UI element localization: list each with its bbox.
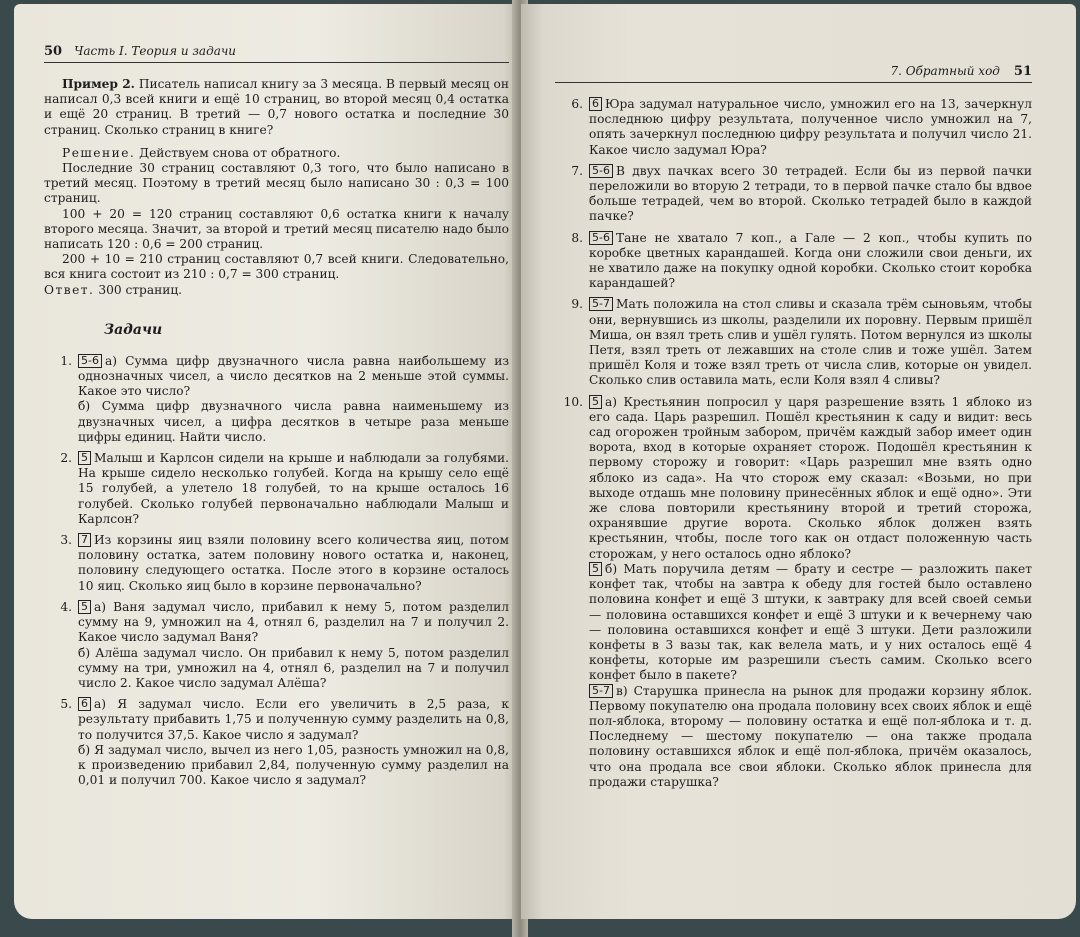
task-text: Малыш и Карлсон сидели на крыше и наблюдали за голубями. На крыше сидело несколько голубей. Когда на крышу село ещё 15 голубей, а улетело 18 голубей, то на крыше осталось 16 голубей. Сколько голубей первоначально наблюдали Малыш и Карлсон? xyxy=(78,451,509,526)
task-item xyxy=(44,697,509,788)
difficulty-badge: 5 xyxy=(589,395,602,409)
task-text: Юра задумал натуральное число, умножил его на 13, зачеркнул последнюю цифру результата, полученное число умножил на 7, опять зачеркнул последнюю цифру результата и получил число 21. Какое число задумал Юра? xyxy=(589,97,1032,157)
task-item xyxy=(555,395,1032,790)
task-item xyxy=(44,451,509,527)
task-item xyxy=(555,297,1032,388)
task-text: а) Крестьянин попросил у царя разрешение взять 1 яблоко из его сада. Царь разрешил. Пошёл крестьянин к саду и видит: весь сад огорожен тройным забором, причём каждый забор имеет один ворота, вход в которые охраняет сторож. Подошёл крестьянин к первому сторожу и говорит: «Царь разрешил мне взять одно яблоко из сада». На что сторож ему сказал: «Возьми, но при выходе отдашь мне половину принесённых яблок и ещё одно». Эти же слова повторили крестьянину второй и третий сторожа, охранявшие другие ворота. Сколько яблок должен взять крестьянин, чтобы, после того как он отдаст положенную часть сторожам, у него осталось одно яблоко? xyxy=(589,394,1032,561)
task-number: 7. xyxy=(571,163,583,178)
difficulty-badge: 6 xyxy=(78,697,91,711)
task-subpart: б) Я задумал число, вычел из него 1,05, разность умножил на 0,8, к произведению прибавил 2,84, полученную сумму разделил на 0,01 и получил 700. Какое число я задумал? xyxy=(78,742,509,788)
difficulty-badge: 5-7 xyxy=(589,684,613,698)
difficulty-badge: 5-6 xyxy=(589,231,613,245)
task-text: а) Я задумал число. Если его увеличить в 2,5 раза, к результату прибавить 1,75 и полученную сумму разделить на 0,8, то получится 37,5. Какое число я задумал? xyxy=(78,697,509,742)
solution-paragraph-3: 200 + 10 = 210 страниц составляют 0,7 всей книги. Следовательно, вся книга состоит из 210 : 0,7 = 300 страниц. xyxy=(44,252,509,282)
task-text: Мать положила на стол сливы и сказала трём сыновьям, чтобы они, вернувшись из школы, разделили их поровну. Первым пришёл Миша, он взял треть слив и ушёл гулять. Потом вернулся из школы Петя, взял треть от лежавших на столе слив и тоже ушёл. Затем пришёл Коля и тоже взял треть от числа слив, которые он увидел. Сколько слив оставила мать, если Коля взял 4 сливы? xyxy=(589,297,1032,388)
task-subpart: в) Старушка принесла на рынок для продажи корзину яблок. Первому покупателю она продала половину всех своих яблок и ещё пол-яблока, второму — половину остатка и ещё пол-яблока и т. д. Последнему — шестому покупателю — она также продала половину оставшихся яблок и ещё пол-яблока, причём оказалось, что она продала все свои яблоки. Сколько яблок принесла для продажи старушка? xyxy=(589,683,1032,789)
difficulty-badge: 5 xyxy=(589,562,602,576)
difficulty-badge: 5-7 xyxy=(589,297,613,311)
task-item xyxy=(44,354,509,445)
task-subpart: б) Алёша задумал число. Он прибавил к нему 5, потом разделил сумму на три, умножил на 4, отнял 6, разделил на 7 и получил число 2. Какое число задумал Алёша? xyxy=(78,645,509,690)
answer-label: Ответ. xyxy=(44,282,95,297)
example-label: Пример 2. xyxy=(62,77,135,91)
task-number: 9. xyxy=(571,297,583,312)
section-title: Задачи xyxy=(104,321,163,338)
left-page xyxy=(14,4,519,919)
difficulty-badge: 7 xyxy=(78,533,91,547)
answer-line xyxy=(44,283,509,298)
task-item xyxy=(44,533,509,594)
left-header-title: Часть I. Теория и задачи xyxy=(74,44,237,58)
task-number: 4. xyxy=(60,599,72,614)
left-running-header xyxy=(44,44,509,63)
difficulty-badge: 5-6 xyxy=(589,164,613,178)
task-item xyxy=(555,164,1032,225)
task-subpart: б) Сумма цифр двузначного числа равна наименьшему из двузначных чисел, а цифра десятков в четыре раза меньше цифры единиц. Найти число. xyxy=(78,399,509,444)
task-item xyxy=(555,231,1032,292)
difficulty-badge: 5 xyxy=(78,600,91,614)
task-text: В двух пачках всего 30 тетрадей. Если бы из первой пачки переложили во вторую 2 тетради, то в первой пачке стало бы вдвое больше тетрадей, чем во второй. Сколько тетрадей было в каждой пачке? xyxy=(589,163,1032,224)
task-text: а) Ваня задумал число, прибавил к нему 5, потом разделил сумму на 9, умножил на 4, отнял 6, разделил на 7 и получил 2. Какое число задумал Ваня? xyxy=(78,599,509,645)
right-header-title: 7. Обратный ход xyxy=(890,64,1000,78)
solution-paragraph-2: 100 + 20 = 120 страниц составляют 0,6 остатка книги к началу второго месяца. Значит, за второй и третий месяц писателю надо было написать 120 : 0,6 = 200 страниц. xyxy=(44,206,509,252)
task-item xyxy=(44,600,509,691)
task-number: 6. xyxy=(571,97,583,111)
task-text: Тане не хватало 7 коп., а Гале — 2 коп., чтобы купить по коробке цветных карандашей. Когда они сложили свои деньги, их не хватило даже на покупку одной коробки. Сколько стоит коробка карандашей? xyxy=(589,230,1032,291)
task-text: Из корзины яиц взяли половину всего количества яиц, потом половину остатка, затем половину нового остатка и, наконец, половину следующего остатка. После этого в корзине осталось 10 яиц. Сколько яиц было в корзине первоначально? xyxy=(78,533,509,593)
right-page-number: 51 xyxy=(1013,64,1032,79)
solution-intro: Решение. Действуем снова от обратного. xyxy=(62,145,341,160)
task-number: 5. xyxy=(60,697,72,712)
task-text: а) Сумма цифр двузначного числа равна наибольшему из однозначных чисел, а число десятков на 2 меньше этой суммы. Какое это число? xyxy=(78,353,509,399)
example-paragraph xyxy=(44,77,509,138)
task-number: 10. xyxy=(563,394,583,409)
solution-paragraph-1: Последние 30 страниц составляют 0,3 того, что было написано в третий месяц. Поэтому в третий месяц было написано 30 : 0,3 = 100 страниц. xyxy=(44,161,509,206)
task-item xyxy=(555,97,1032,158)
difficulty-badge: 5 xyxy=(78,451,91,465)
task-number: 3. xyxy=(60,533,72,548)
difficulty-badge: 6 xyxy=(589,97,602,111)
task-number: 8. xyxy=(571,230,583,245)
difficulty-badge: 5-6 xyxy=(78,354,102,368)
task-number: 1. xyxy=(60,353,72,368)
solution-label: Решение. xyxy=(62,145,136,160)
example-text: Писатель написал книгу за 3 месяца. В первый месяц он написал 0,3 всей книги и ещё 10 страниц, во второй месяц 0,4 остатка и ещё 20 страниц. В третий — 0,7 нового остатка и последние 30 страниц. Сколько страниц в книге? xyxy=(44,77,509,137)
answer-text: 300 страниц. xyxy=(98,282,183,297)
left-page-number: 50 xyxy=(44,44,63,59)
right-page xyxy=(521,4,1076,919)
task-number: 2. xyxy=(60,451,72,466)
right-running-header xyxy=(555,64,1032,83)
task-subpart: б) Мать поручила детям — брату и сестре — разложить пакет конфет так, чтобы на завтра к обеду для гостей было оставлено половина конфет и ещё 3 штуки, к завтраку для всей своей семьи — половина оставшихся конфет и ещё 3 штуки и к вечернему чаю — половина оставшихся конфет и ещё 3 штуки. Дети разложили конфеты в 3 вазы так, как велела мать, и у них осталось ещё 4 конфеты, которые им разрешили съесть самим. Сколько всего конфет было в пакете? xyxy=(589,561,1032,683)
